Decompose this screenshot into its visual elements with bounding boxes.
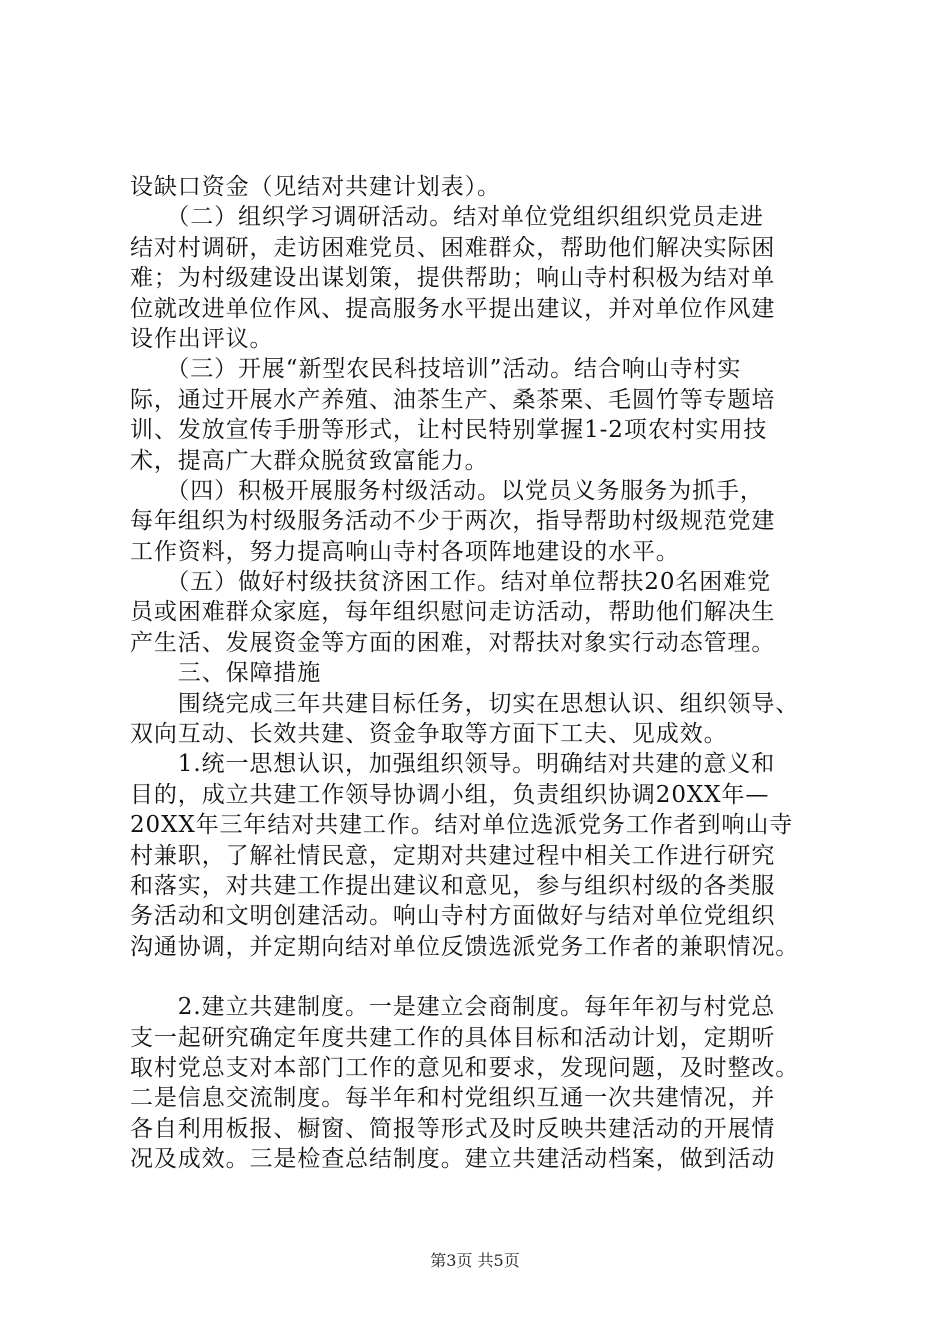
text-line: 村兼职，了解社情民意，定期对共建过程中相关工作进行研究 <box>130 842 776 869</box>
section-heading: 三、保障措施 <box>130 660 322 687</box>
text-line: 术，提高广大群众脱贫致富能力。 <box>130 447 489 474</box>
page-number-footer: 第3页 共5页 <box>430 1251 520 1270</box>
text-line: 和落实，对共建工作提出建议和意见，参与组织村级的各类服 <box>130 872 776 899</box>
text-line: （三）开展“新型农民科技培训”活动。结合响山寺村实 <box>130 356 742 383</box>
text-line: 目的，成立共建工作领导协调小组，负责组织协调20XX年— <box>130 781 770 808</box>
text-line: 各自利用板报、橱窗、简报等形式及时反映共建活动的开展情 <box>130 1115 776 1142</box>
text-line: （二）组织学习调研活动。结对单位党组织组织党员走进 <box>130 204 764 231</box>
text-line: 产生活、发展资金等方面的困难，对帮扶对象实行动态管理。 <box>130 629 776 656</box>
text-line: 二是信息交流制度。每半年和村党组织互通一次共建情况，并 <box>130 1085 776 1112</box>
text-line: 2.建立共建制度。一是建立会商制度。每年年初与村党总 <box>130 994 776 1021</box>
text-line: 设作出评议。 <box>130 325 274 352</box>
text-line: 每年组织为村级服务活动不少于两次，指导帮助村级规范党建 <box>130 508 776 535</box>
text-line: 设缺口资金（见结对共建计划表）。 <box>130 174 501 200</box>
document-body <box>130 172 830 1175</box>
text-line: 取村党总支对本部门工作的意见和要求，发现问题，及时整改。 <box>130 1054 800 1081</box>
text-line: 1.统一思想认识，加强组织领导。明确结对共建的意义和 <box>130 751 776 778</box>
text-line: 况及成效。三是检查总结制度。建立共建活动档案，做到活动 <box>130 1146 776 1173</box>
text-line: 际，通过开展水产养殖、油茶生产、桑茶栗、毛圆竹等专题培 <box>130 386 776 413</box>
text-line: 工作资料，努力提高响山寺村各项阵地建设的水平。 <box>130 538 680 565</box>
text-line: （五）做好村级扶贫济困工作。结对单位帮扶20名困难党 <box>130 569 771 596</box>
text-line: 沟通协调，并定期向结对单位反馈选派党务工作者的兼职情况。 <box>130 933 800 960</box>
text-line: （四）积极开展服务村级活动。以党员义务服务为抓手， <box>130 477 764 504</box>
text-line: 员或困难群众家庭，每年组织慰问走访活动，帮助他们解决生 <box>130 599 776 626</box>
text-line: 双向互动、长效共建、资金争取等方面下工夫、见成效。 <box>130 721 728 748</box>
text-line: 难；为村级建设出谋划策，提供帮助；响山寺村积极为结对单 <box>130 265 776 292</box>
text-line: 围绕完成三年共建目标任务，切实在思想认识、组织领导、 <box>130 690 800 717</box>
text-line: 位就改进单位作风、提高服务水平提出建议，并对单位作风建 <box>130 295 776 322</box>
text-line: 结对村调研，走访困难党员、困难群众，帮助他们解决实际困 <box>130 234 776 261</box>
text-line: 训、发放宣传手册等形式，让村民特别掌握1-2项农村实用技 <box>130 417 768 444</box>
paragraph-gap <box>130 962 830 992</box>
text-line: 支一起研究确定年度共建工作的具体目标和活动计划，定期听 <box>130 1024 776 1051</box>
text-line: 务活动和文明创建活动。响山寺村方面做好与结对单位党组织 <box>130 903 776 930</box>
text-line: 20XX年三年结对共建工作。结对单位选派党务工作者到响山寺 <box>130 812 794 839</box>
